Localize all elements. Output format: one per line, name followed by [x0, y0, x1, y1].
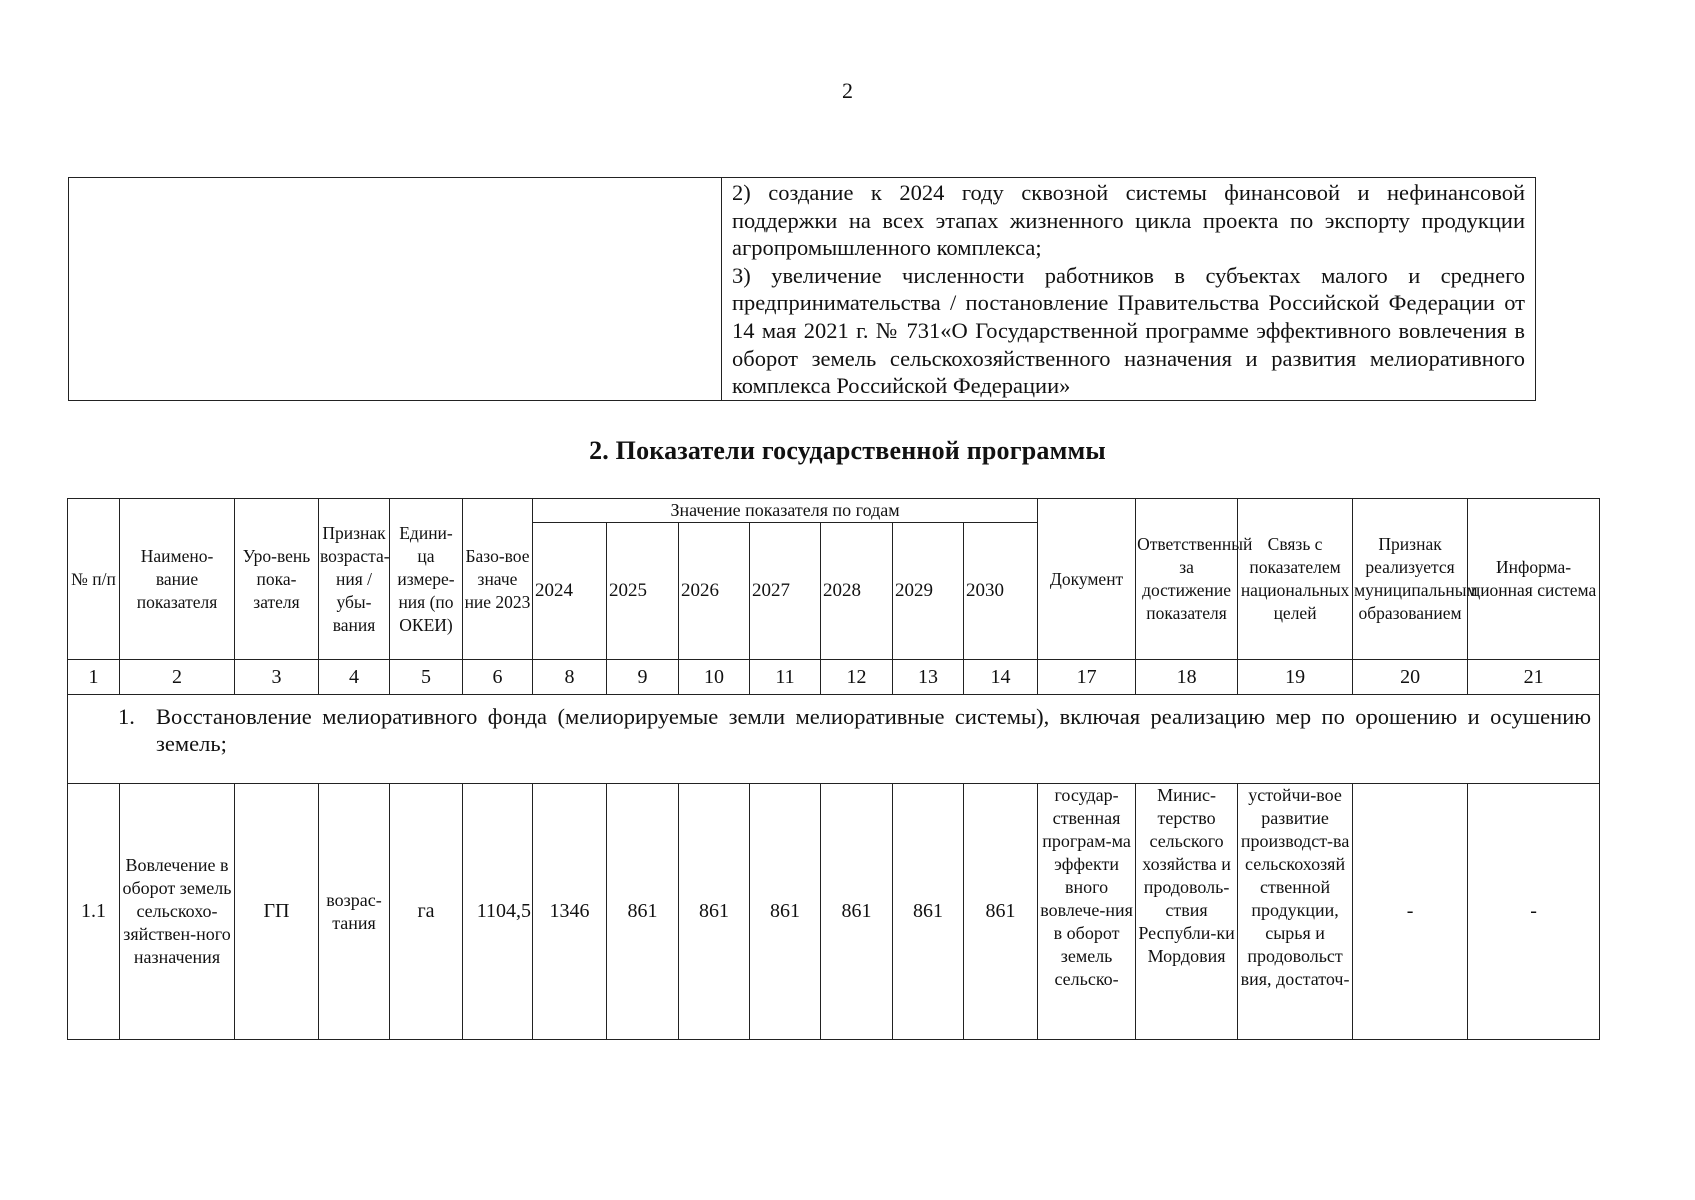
- column-number: 6: [463, 660, 533, 695]
- header-year: 2030: [964, 523, 1038, 660]
- header-year: 2029: [893, 523, 964, 660]
- column-number: 14: [964, 660, 1038, 695]
- top-table-empty-cell: [69, 178, 722, 401]
- table-header-row: [68, 499, 1600, 523]
- column-number: 20: [1353, 660, 1468, 695]
- header-document: Документ: [1038, 499, 1136, 660]
- column-number: 10: [679, 660, 750, 695]
- header-years-group: Значение показателя по годам: [533, 499, 1038, 523]
- row-level: ГП: [235, 784, 319, 1040]
- row-unit: га: [390, 784, 463, 1040]
- header-municipal: Признак реализуется муниципальным образованием: [1353, 499, 1468, 660]
- column-number: 3: [235, 660, 319, 695]
- top-table-paragraph: 2) создание к 2024 году сквозной системы финансовой и нефинансовой поддержки на всех этапах жизненного цикла проекта по экспорту продукции агропромышленного комплекса;: [732, 180, 1525, 261]
- row-value: 861: [607, 784, 679, 1040]
- top-table-text-cell: [722, 178, 1536, 401]
- column-number: 13: [893, 660, 964, 695]
- column-number: 8: [533, 660, 607, 695]
- header-level: Уро-вень пока-зателя: [235, 499, 319, 660]
- row-value: 861: [750, 784, 821, 1040]
- column-number: 2: [120, 660, 235, 695]
- row-sign: возрас-тания: [319, 784, 390, 1040]
- header-year: 2025: [607, 523, 679, 660]
- page-number: 2: [842, 78, 853, 103]
- header-year: 2027: [750, 523, 821, 660]
- row-value: 861: [964, 784, 1038, 1040]
- column-number: 17: [1038, 660, 1136, 695]
- column-number-row: [68, 660, 1600, 695]
- header-link: Связь с показателем национальных целей: [1238, 499, 1353, 660]
- row-info-system: -: [1468, 784, 1600, 1040]
- row-value: 861: [679, 784, 750, 1040]
- header-responsible: Ответственный за достижение показателя: [1136, 499, 1238, 660]
- row-value: 861: [893, 784, 964, 1040]
- header-year: 2024: [533, 523, 607, 660]
- header-year: 2028: [821, 523, 893, 660]
- row-document-cell: [1038, 784, 1136, 1040]
- row-num: 1.1: [68, 784, 120, 1040]
- row-link: устойчи-вое развитие производст-ва сельскохозяй ственной продукции, сырья и продовольст вия, достаточ-: [1240, 785, 1350, 989]
- column-number: 21: [1468, 660, 1600, 695]
- column-number: 11: [750, 660, 821, 695]
- row-responsible: Минис-терство сельского хозяйства и продоволь-ствия Республи-ки Мордовия: [1136, 784, 1238, 1040]
- table-row: [68, 784, 1600, 1040]
- header-name: Наимено-вание показателя: [120, 499, 235, 660]
- row-municipal: -: [1353, 784, 1468, 1040]
- section-title: 2. Показатели государственной программы: [589, 436, 1106, 465]
- column-number: 12: [821, 660, 893, 695]
- header-num: № п/п: [68, 499, 120, 660]
- section-text: Восстановление мелиоративного фонда (мелиорируемые земли мелиоративные системы), включая реализацию мер по орошению и осушению земель;: [156, 704, 1592, 756]
- top-table-paragraph: 3) увеличение численности работников в субъектах малого и среднего предпринимательства / постановление Правительства Российской Федерации от 14 мая 2021 г. № 731«О Государственной программе эффективного вовлечения в оборот земель сельскохозяйственного назначения и развития мелиоративного комплекса Российской Федерации»: [732, 262, 1525, 399]
- top-table: [68, 177, 1536, 401]
- section-row: [68, 695, 1600, 784]
- header-sign: Признак возраста-ния / убы-вания: [319, 499, 390, 660]
- column-number: 4: [319, 660, 390, 695]
- column-number: 18: [1136, 660, 1238, 695]
- header-info-system: Информа-ционная система: [1468, 499, 1600, 660]
- row-base: 1104,5: [463, 784, 533, 1040]
- column-number: 9: [607, 660, 679, 695]
- row-name: Вовлечение в оборот земель сельскохо-зяйствен-ного назначения: [120, 784, 235, 1040]
- header-base: Базо-вое значе ние 2023: [463, 499, 533, 660]
- row-value: 1346: [533, 784, 607, 1040]
- column-number: 5: [390, 660, 463, 695]
- header-year: 2026: [679, 523, 750, 660]
- row-value: 861: [821, 784, 893, 1040]
- section-cell: [68, 695, 1600, 784]
- section-number: 1.: [118, 704, 135, 729]
- row-link-cell: [1238, 784, 1353, 1040]
- header-unit: Едини-ца измере-ния (по ОКЕИ): [390, 499, 463, 660]
- column-number: 1: [68, 660, 120, 695]
- indicators-table: [67, 498, 1600, 1040]
- column-number: 19: [1238, 660, 1353, 695]
- row-document: государ-ственная програм-ма эффекти вного вовлече-ния в оборот земель сельско-: [1040, 785, 1133, 989]
